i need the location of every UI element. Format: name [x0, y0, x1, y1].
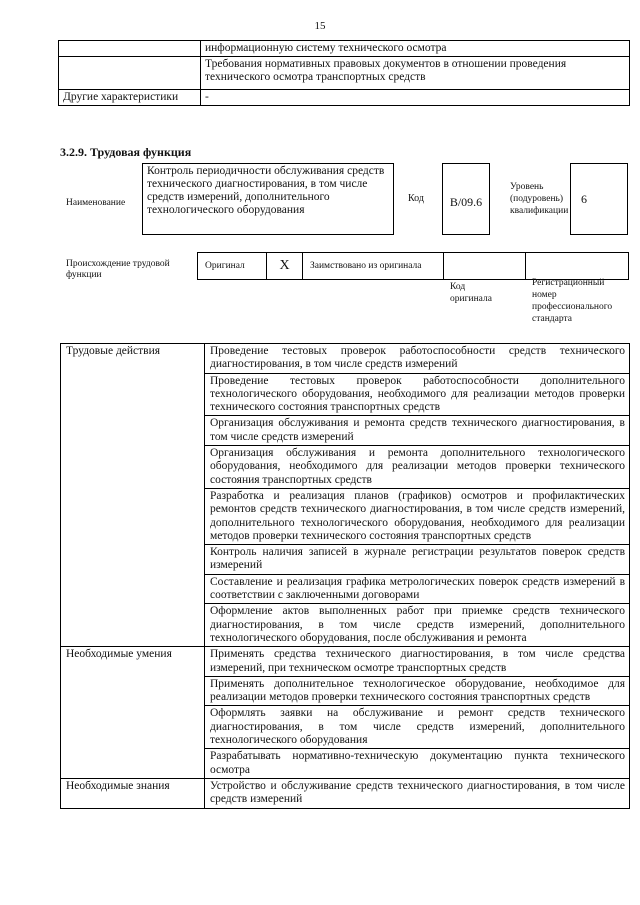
original-mark: X: [266, 253, 302, 279]
other-characteristics-label: Другие характеристики: [59, 90, 201, 106]
code-label: Код: [408, 193, 424, 204]
category-label: Необходимые знания: [61, 778, 205, 808]
origin-label: Происхождение трудовой функции: [66, 259, 170, 280]
table-cell: Применять дополнительное технологическое оборудование, необходимое для реализации методов проверки технического состояния транспортных средств: [205, 676, 630, 706]
table-cell: Организация обслуживания и ремонта средств технического диагностирования, в том числе средств измерений: [205, 416, 630, 446]
table-cell: информационную систему технического осмотра: [201, 41, 630, 57]
original-label: Оригинал: [205, 261, 245, 271]
name-label: Наименование: [66, 198, 126, 208]
table-cell: Оформлять заявки на обслуживание и ремонт средств технического диагностирования, в том числе средств измерений, дополнительного технологического оборудования: [205, 706, 630, 749]
borrowed-label: Заимствовано из оригинала: [302, 253, 443, 279]
table-cell: Оформление актов выполненных работ при приемке средств технического диагностирования, в том числе средств измерений, дополнительного технологического оборудования, после обслуживания и ремонта: [205, 604, 630, 647]
table-cell: Организация обслуживания и ремонта дополнительного технологического оборудования, необходимого для реализации методов проверки технического состояния транспортных средств: [205, 446, 630, 489]
original-code-cell: [443, 253, 526, 279]
code-caption: Код оригинала: [450, 282, 492, 304]
table-cell: Контроль наличия записей в журнале регистрации результатов поверок средств измерений: [205, 545, 630, 575]
reg-number-cell: [525, 253, 629, 279]
requirements-table: [58, 40, 630, 106]
table-cell: Разрабатывать нормативно-техническую документацию пункта технического осмотра: [205, 749, 630, 779]
table-cell: Проведение тестовых проверок работоспособности дополнительного технологического оборудования, необходимого для реализации методов проверки технического состояния транспортных средств: [205, 373, 630, 416]
function-table: [60, 343, 630, 809]
table-cell: Разработка и реализация планов (графиков) осмотров и профилактических ремонтов средств технического диагностирования, в том числе средств измерений, дополнительного технологического оборудования, необходимого для реализации методов проверки технического состояния транспортных средств: [205, 488, 630, 544]
table-cell: Проведение тестовых проверок работоспособности средств технического диагностирования, в том числе средств измерений: [205, 344, 630, 374]
other-characteristics-value: -: [201, 90, 630, 106]
section-title: 3.2.9. Трудовая функция: [60, 145, 192, 159]
table-cell: Устройство и обслуживание средств технического диагностирования, в том числе средств измерений: [205, 778, 630, 808]
origin-row: [197, 252, 629, 280]
empty-cell: [59, 41, 201, 57]
table-cell: Применять средства технического диагностирования, в том числе средства измерений, при техническом осмотре транспортных средств: [205, 647, 630, 677]
level-label: Уровень (подуровень) квалификации: [510, 182, 569, 216]
category-label: Необходимые умения: [61, 647, 205, 779]
level-value: 6: [570, 163, 628, 235]
page-number: 15: [314, 20, 326, 32]
empty-cell: [59, 57, 201, 90]
table-cell: Требования нормативных правовых документов в отношении проведения технического осмотра транспортных средств: [201, 57, 630, 90]
name-value: Контроль периодичности обслуживания средств технического диагностирования, в том числе средств измерений, дополнительного технологического оборудования: [142, 163, 394, 235]
reg-caption: Регистрационный номер профессионального стандарта: [532, 278, 613, 324]
code-value: B/09.6: [442, 163, 490, 235]
table-cell: Составление и реализация графика метрологических поверок средств измерений в соответствии с заключенными договорами: [205, 574, 630, 604]
category-label: Трудовые действия: [61, 344, 205, 647]
